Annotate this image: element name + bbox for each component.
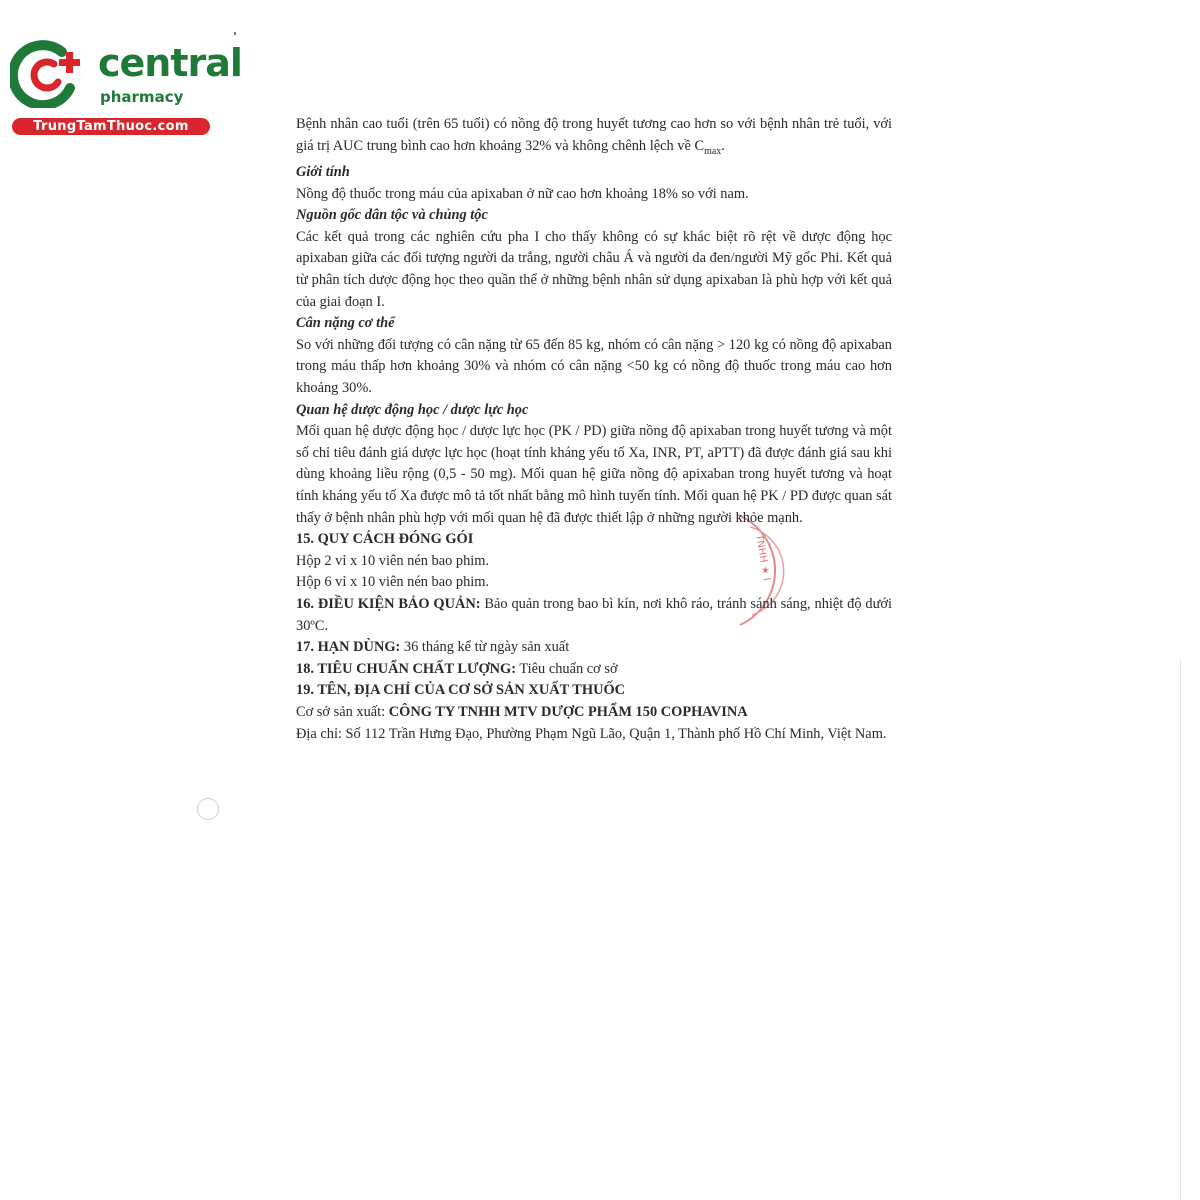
elderly-paragraph: Bệnh nhân cao tuổi (trên 65 tuổi) có nồng độ trong huyết tương cao hơn so với bệnh nhân trẻ tuổi, với giá trị AUC trung bình cao hơn khoảng 32% và không chênh lệch về $C_{max}$.	[296, 116, 892, 157]
logo-subtitle: pharmacy	[100, 88, 184, 106]
svg-text:TNHH ★ I: TNHH ★ I	[753, 533, 773, 582]
pkpd-paragraph: Mối quan hệ dược động học / dược lực học (PK / PD) giữa nồng độ apixaban trong huyết tương và một số chỉ tiêu đánh giá dược lực học (hoạt tính kháng yếu tố Xa, INR, PT, aPTT) đã được đánh giá sau khi dùng khoảng liều rộng (0,5 - 50 mg). Mối quan hệ giữa nồng độ apixaban trong huyết tương và hoạt tính kháng yếu tố Xa được mô tả tốt nhất bằng mô hình tuyến tính. Mối quan hệ PK / PD được quan sát thấy ở bệnh nhân phù hợp với mối quan hệ đã được thiết lập ở những người khỏe mạnh.	[296, 423, 892, 526]
manufacturer-line: Cơ sở sản xuất: CÔNG TY TNHH MTV DƯỢC PHẨM 150 COPHAVINA	[296, 703, 748, 720]
page-edge-line	[1180, 660, 1181, 1200]
pharmacy-logo-icon	[10, 38, 90, 108]
document-body	[296, 114, 892, 745]
section-15-heading: 15. QUY CÁCH ĐÓNG GÓI	[296, 531, 474, 548]
logo-website: TrungTamThuoc.com	[12, 118, 210, 135]
section-18-paragraph: 18. TIÊU CHUẨN CHẤT LƯỢNG: Tiêu chuẩn cơ sở	[296, 660, 618, 677]
central-pharmacy-logo	[10, 38, 242, 138]
packaging-line-1: Hộp 2 vỉ x 10 viên nén bao phim.	[296, 552, 490, 569]
pkpd-heading: Quan hệ dược động học / dược lực học	[296, 401, 529, 418]
packaging-line-2: Hộp 6 vỉ x 10 viên nén bao phim.	[296, 574, 490, 591]
logo-wordmark: central	[98, 41, 242, 85]
section-16-paragraph: 16. ĐIỀU KIỆN BẢO QUẢN: Bảo quản trong bao bì kín, nơi khô ráo, tránh sánh sáng, nhiệt độ dưới 30ºC.	[296, 595, 892, 634]
section-17-paragraph: 17. HẠN DÙNG: 36 tháng kể từ ngày sản xuất	[296, 639, 570, 656]
ethnic-heading: Nguồn gốc dân tộc và chủng tộc	[296, 207, 488, 224]
address-paragraph: Địa chỉ: Số 112 Trần Hưng Đạo, Phường Phạm Ngũ Lão, Quận 1, Thành phố Hồ Chí Minh, Việt Nam.	[296, 725, 887, 742]
punch-hole-mark	[197, 798, 219, 820]
section-19-heading: 19. TÊN, ĐỊA CHỈ CỦA CƠ SỞ SẢN XUẤT THUỐC	[296, 682, 626, 699]
weight-paragraph: So với những đối tượng có cân nặng từ 65 đến 85 kg, nhóm có cân nặng > 120 kg có nồng độ apixaban trong máu thấp hơn khoảng 30% và nhóm có cân nặng <50 kg có nồng độ thuốc trong máu cao hơn khoảng 30%.	[296, 336, 892, 396]
ethnic-paragraph: Các kết quả trong các nghiên cứu pha I cho thấy không có sự khác biệt rõ rệt về dược động học apixaban giữa các đối tượng người da trắng, người châu Á và người da đen/người Mỹ gốc Phi. Kết quả từ phân tích dược động học theo quần thể ở những bệnh nhân sử dụng apixaban là phù hợp với kết quả của giai đoạn I.	[296, 228, 892, 310]
gender-paragraph: Nồng độ thuốc trong máu của apixaban ở nữ cao hơn khoảng 18% so với nam.	[296, 185, 749, 202]
weight-heading: Cân nặng cơ thể	[296, 315, 395, 332]
gender-heading: Giới tính	[296, 164, 350, 181]
speck-mark	[234, 32, 236, 35]
